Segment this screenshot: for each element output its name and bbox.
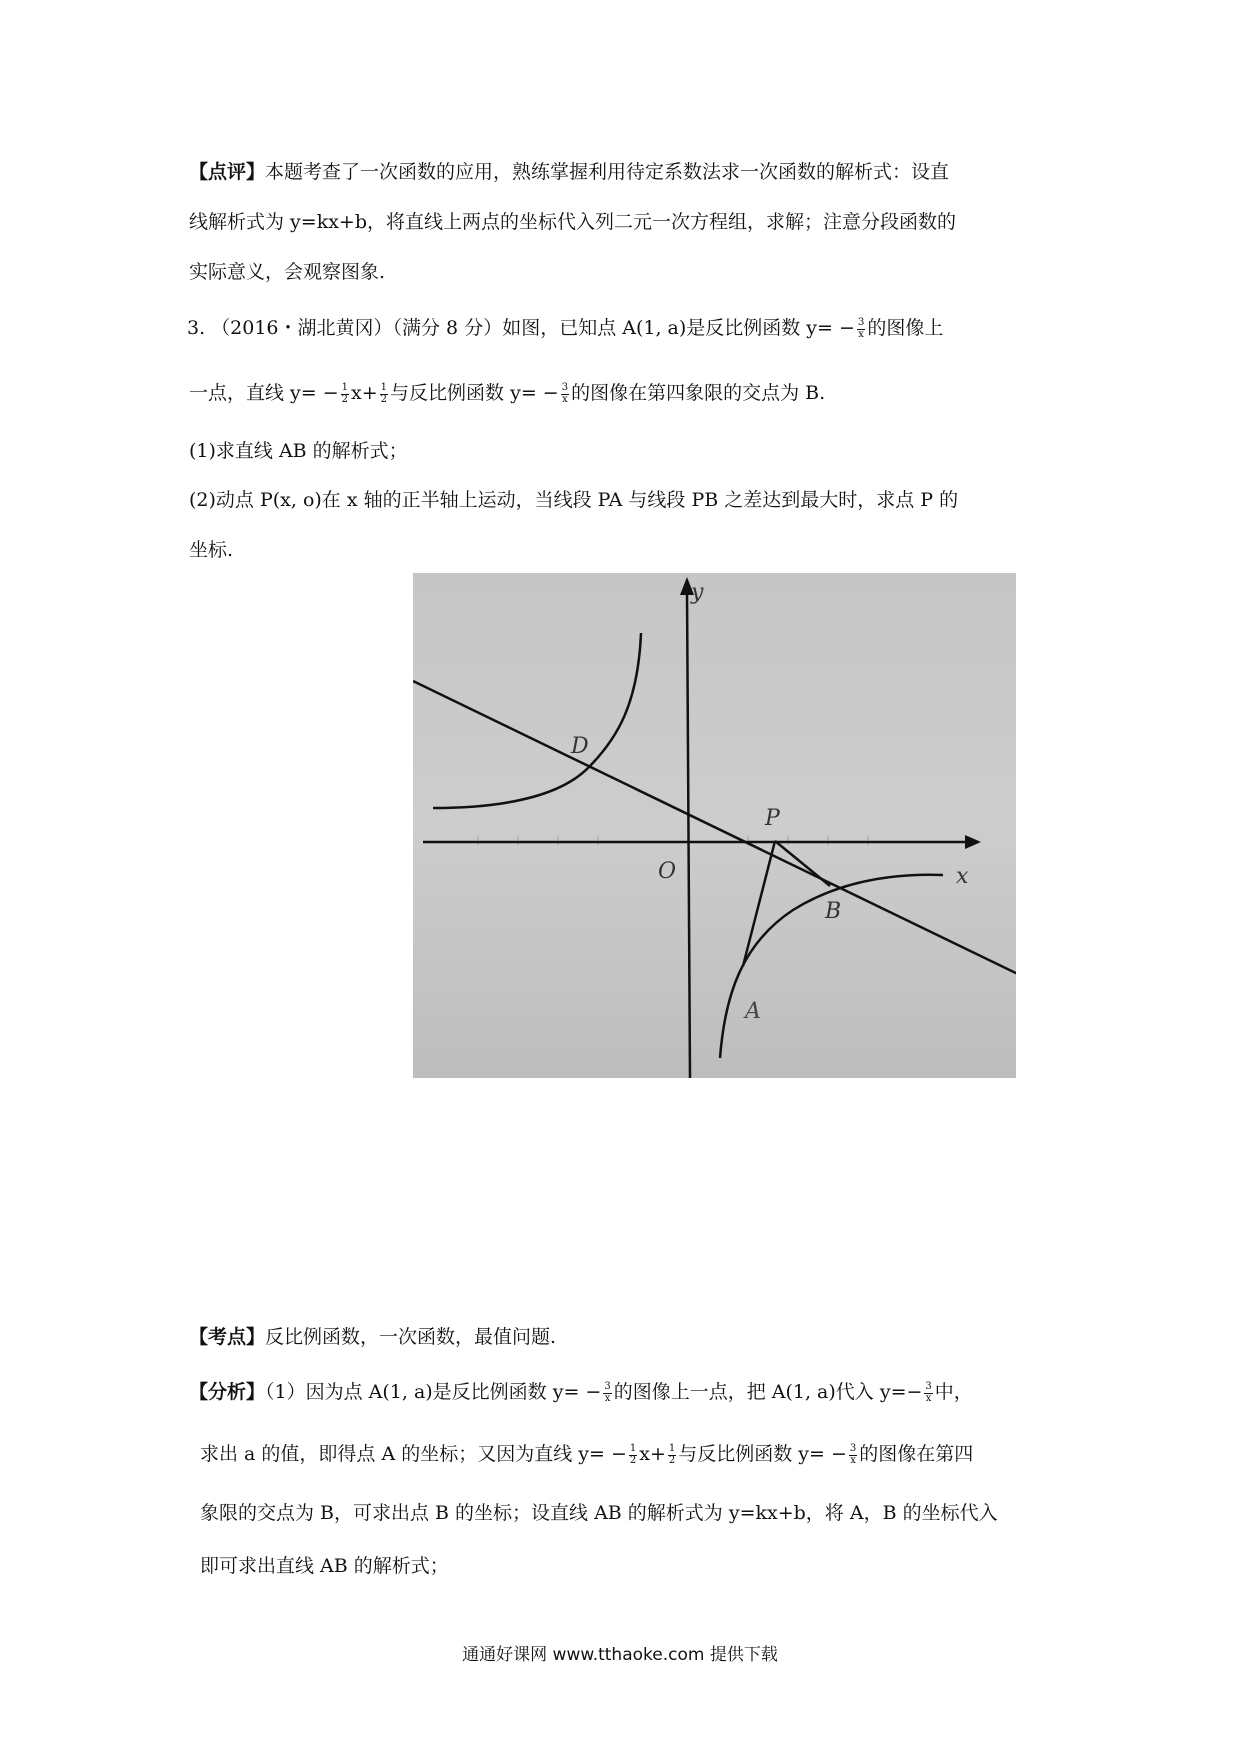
kaodian-text: 反比例函数，一次函数，最值问题.: [265, 1326, 557, 1348]
review-line-1: [189, 163, 949, 182]
question-1: (1)求直线 AB 的解析式；: [189, 440, 408, 462]
function-graph-figure: [413, 573, 1016, 1078]
analysis-text-1c: 中，: [934, 1381, 973, 1403]
kaodian-line: [189, 1328, 556, 1347]
label-d: D: [571, 734, 589, 759]
fraction-3-over-x-c: $\frac{3}{x}$: [604, 1381, 611, 1404]
fraction-3-over-x-e: $\frac{3}{x}$: [849, 1443, 857, 1466]
fraction-3-over-x: $\frac{3}{x}$: [857, 317, 865, 340]
label-y: y: [691, 580, 704, 605]
label-p: P: [765, 806, 780, 831]
problem-text-2d: 的图像在第四象限的交点为 B.: [571, 382, 826, 404]
analysis-text-2b: x+: [639, 1443, 666, 1465]
label-o: O: [658, 859, 677, 884]
problem-text-1b: 的图像上: [867, 317, 944, 339]
problem-line-2: [189, 383, 825, 405]
fenxi-label: 【分析】: [189, 1381, 266, 1403]
analysis-text-2d: 的图像在第四: [859, 1443, 974, 1465]
analysis-text-2a: 求出 a 的值，即得点 A 的坐标；又因为直线 y= −: [200, 1443, 627, 1465]
problem-text-2b: x+: [351, 382, 378, 404]
analysis-line-1: [189, 1382, 973, 1404]
analysis-line-4: 即可求出直线 AB 的解析式；: [200, 1555, 449, 1577]
fraction-1-over-2-c: $\frac{1}{2}$: [629, 1443, 637, 1466]
problem-line-1: [187, 318, 943, 340]
review-text-1: 本题考查了一次函数的应用，熟练掌握利用待定系数法求一次函数的解析式：设直: [265, 161, 950, 183]
analysis-text-2c: 与反比例函数 y= −: [678, 1443, 847, 1465]
label-x: x: [956, 864, 969, 889]
question-2-line-1: (2)动点 P(x, o)在 x 轴的正半轴上运动，当线段 PA 与线段 PB 之差达到最大时，求点 P 的: [189, 489, 959, 511]
fraction-1-over-2: $\frac{1}{2}$: [341, 382, 349, 405]
review-line-2: 线解析式为 y=kx+b，将直线上两点的坐标代入列二元一次方程组，求解；注意分段函数的: [189, 211, 957, 233]
fraction-3-over-x-d: $\frac{3}{x}$: [925, 1381, 932, 1404]
page-footer: 通通好课网 www.tthaoke.com 提供下载: [462, 1645, 778, 1665]
problem-text-2c: 与反比例函数 y= −: [390, 382, 559, 404]
problem-text-1a: 3. （2016・湖北黄冈）（满分 8 分）如图，已知点 A(1, a)是反比例函数 y= −: [187, 317, 855, 339]
analysis-line-2: [200, 1444, 973, 1466]
review-label: 【点评】: [189, 161, 266, 183]
kaodian-label: 【考点】: [189, 1326, 266, 1348]
fraction-1-over-2-d: $\frac{1}{2}$: [668, 1443, 676, 1466]
label-b: B: [825, 899, 842, 924]
analysis-text-1b: 的图像上一点，把 A(1, a)代入 y=−: [613, 1381, 923, 1403]
analysis-line-3: 象限的交点为 B，可求出点 B 的坐标；设直线 AB 的解析式为 y=kx+b，将 A，B 的坐标代入: [200, 1502, 998, 1524]
label-a: A: [745, 999, 761, 1024]
question-2-line-2: 坐标.: [189, 539, 234, 561]
review-line-3: 实际意义，会观察图象.: [189, 261, 386, 283]
fraction-1-over-2-b: $\frac{1}{2}$: [380, 382, 388, 405]
figure-background: [413, 573, 1016, 1078]
analysis-text-1a: （1）因为点 A(1, a)是反比例函数 y= −: [265, 1381, 602, 1403]
fraction-3-over-x-b: $\frac{3}{x}$: [561, 382, 569, 405]
problem-text-2a: 一点，直线 y= −: [189, 382, 339, 404]
